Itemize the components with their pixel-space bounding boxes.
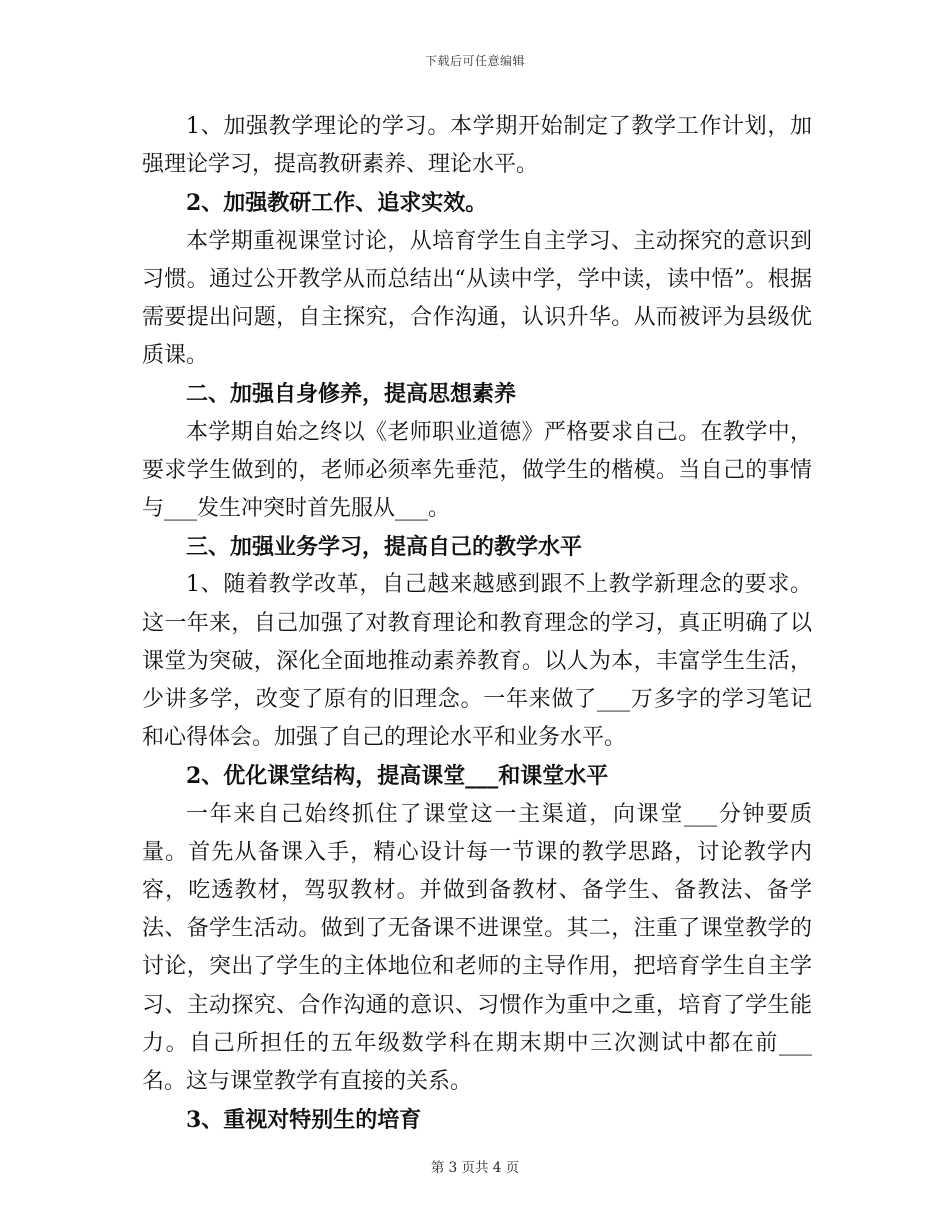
section-heading-business-study: 三、加强业务学习，提高自己的教学水平 — [186, 534, 583, 561]
section-heading-self-cultivation: 二、加强自身修养，提高思想素养 — [186, 381, 517, 408]
page-footer: 第 3 页共 4 页 — [430, 1160, 520, 1176]
paragraph-1: 1、加强教学理论的学习。本学期开始制定了教学工作计划，加强理论学习，提高教研素养、理论水平。 — [142, 114, 812, 178]
paragraph-professional-ethics: 本学期自始之终以《老师职业道德》严格要求自己。在教学中，要求学生做到的，老师必须率先垂范，做学生的楷模。当自己的事情与___发生冲突时首先服从___。 — [142, 419, 812, 522]
section-heading-teaching-research: 2、加强教研工作、追求实效。 — [186, 190, 488, 217]
section-heading-special-students: 3、重视对特别生的培育 — [186, 1107, 422, 1134]
document-body — [142, 108, 812, 1139]
paragraph-teaching-reform: 1、随着教学改革，自己越来越感到跟不上教学新理念的要求。这一年来，自己加强了对教育理论和教育理念的学习，真正明确了以课堂为突破，深化全面地推动素养教育。以人为本，丰富学生生活，少讲多学，改变了原有的旧理念。一年来做了___万多字的学习笔记和心得体会。加强了自己的理论水平和业务水平。 — [142, 572, 812, 751]
page-header: 下载后可任意编辑 — [424, 54, 525, 68]
paragraph-classroom-quality: 一年来自己始终抓住了课堂这一主渠道，向课堂___分钟要质量。首先从备课入手，精心设计每一节课的教学思路，讨论教学内容，吃透教材，驾驭教材。并做到备教材、备学生、备教法、备学法、备学生活动。做到了无备课不进课堂。其二，注重了课堂教学的讨论，突出了学生的主体地位和老师的主导作用，把培育学生自主学习、主动探究、合作沟通的意识、习惯作为重中之重，培育了学生能力。自己所担任的五年级数学科在期末期中三次测试中都在前___名。这与课堂教学有直接的关系。 — [142, 801, 812, 1095]
paragraph-classroom-discussion: 本学期重视课堂讨论，从培育学生自主学习、主动探究的意识到习惯。通过公开教学从而总结出“从读中学，学中读，读中悟”。根据需要提出问题，自主探究，合作沟通，认识升华。从而被评为县级优质课。 — [142, 228, 812, 369]
section-heading-classroom-structure: 2、优化课堂结构，提高课堂___和课堂水平 — [186, 763, 609, 790]
